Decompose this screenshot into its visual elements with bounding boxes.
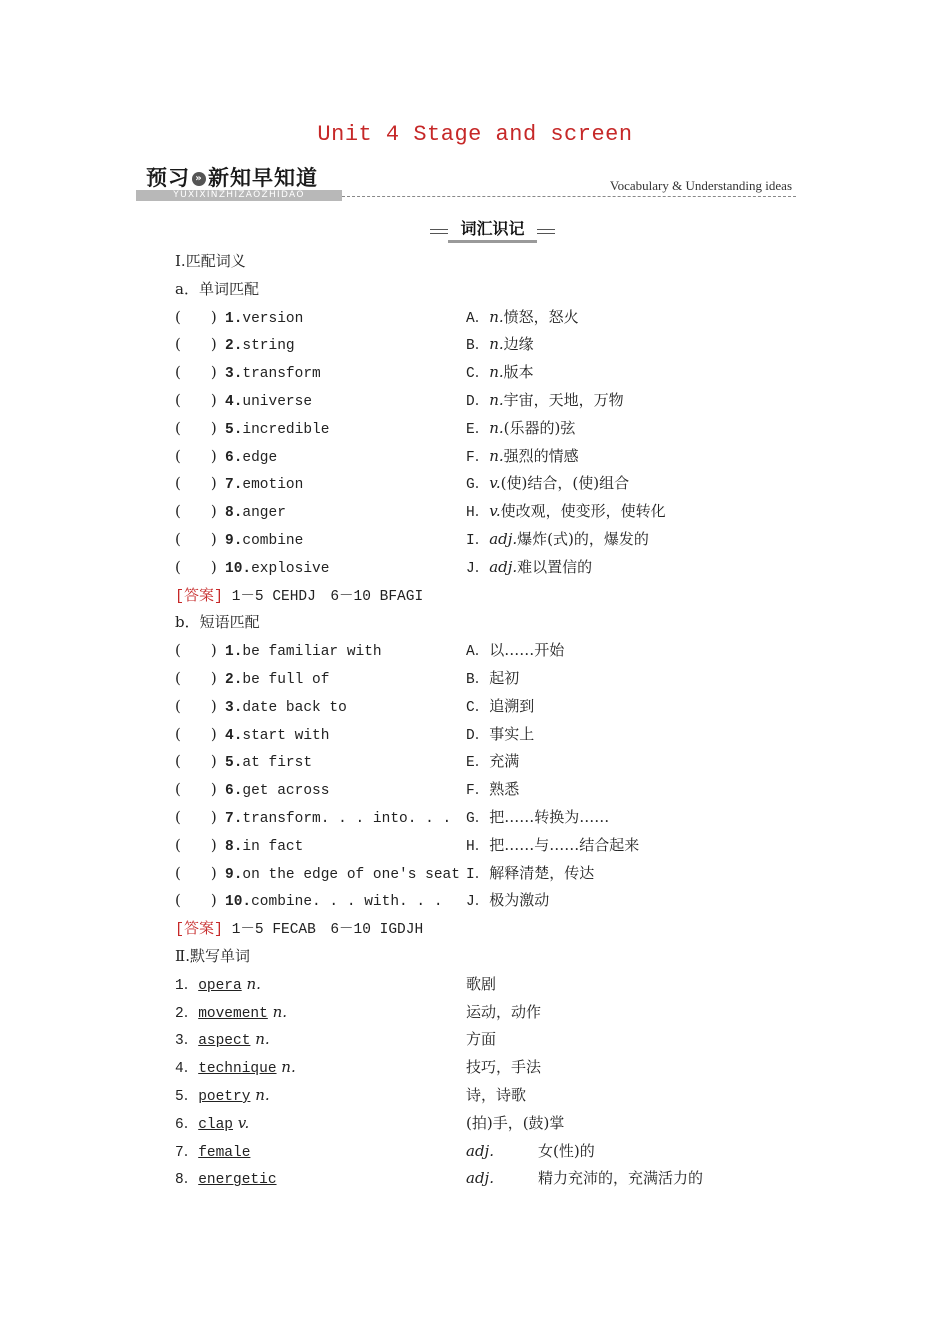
meaning-pos: adj. (466, 1169, 494, 1188)
item-word: incredible (242, 421, 330, 438)
item-number: 6． (175, 1116, 199, 1133)
item-phrase: get across (242, 783, 330, 800)
answer-blank: ( ) (175, 418, 217, 437)
item-number: 3. (225, 699, 243, 716)
option-letter: A． (466, 310, 490, 327)
part1b-answer (175, 916, 423, 940)
answer-blank: ( ) (175, 363, 217, 382)
item-number: 1. (225, 310, 243, 327)
word-match-item (175, 388, 312, 412)
item-word: female (198, 1144, 251, 1161)
option-letter: D． (466, 394, 490, 410)
answer-blank: ( ) (175, 752, 217, 771)
answer-text: 1－5 CEHDJ 6－10 BFAGI (223, 588, 424, 605)
item-number: 3. (225, 366, 243, 383)
spelling-meaning (466, 972, 496, 996)
word-match-option (466, 499, 666, 523)
answer-blank: ( ) (175, 863, 217, 882)
item-phrase: date back to (242, 699, 347, 716)
item-number: 10. (225, 560, 252, 577)
item-word: emotion (242, 477, 304, 494)
item-pos: n. (267, 1002, 288, 1021)
item-number: 10. (225, 894, 252, 911)
option-letter: B． (466, 672, 490, 688)
item-number: 7. (225, 477, 243, 494)
meaning-text: 方面 (466, 1030, 497, 1049)
item-phrase: transform. . . into. . . (242, 811, 452, 827)
answer-blank: ( ) (175, 557, 217, 576)
item-phrase: at first (242, 755, 313, 772)
item-word: aspect (198, 1033, 251, 1050)
meaning-pos: adj. (466, 1141, 494, 1160)
item-number: 4. (225, 727, 243, 744)
word-match-item (175, 499, 286, 523)
item-pos: n. (241, 974, 261, 993)
option-letter: G． (466, 811, 490, 827)
option-letter: H． (466, 838, 490, 855)
phrase-match-option (466, 722, 534, 746)
phrase-match-option (466, 666, 519, 690)
option-meaning: 爆炸(式)的，爆发的 (517, 530, 649, 548)
option-pos: n. (489, 363, 504, 382)
word-match-item (175, 305, 303, 329)
phrase-match-item (175, 888, 443, 912)
item-phrase: be familiar with (242, 644, 382, 661)
option-letter: J． (466, 894, 490, 911)
phrase-match-item (175, 638, 382, 662)
spelling-item (175, 1055, 296, 1079)
option-pos: n. (489, 307, 504, 326)
meaning-text: 运动，动作 (466, 1002, 542, 1021)
phrase-match-item (175, 749, 312, 773)
answer-blank: ( ) (175, 530, 217, 548)
word-match-option (466, 360, 534, 384)
item-word: explosive (251, 560, 330, 577)
banner-title-a: 预习 (146, 166, 190, 190)
item-number: 6. (225, 449, 243, 466)
option-letter: A． (466, 644, 490, 661)
item-word: poetry (198, 1089, 251, 1105)
answer-blank: ( ) (175, 780, 217, 799)
word-match-item (175, 360, 321, 384)
answer-blank: ( ) (175, 835, 217, 854)
phrase-match-item (175, 722, 329, 746)
spelling-item (175, 1000, 287, 1024)
spelling-item (175, 1166, 277, 1190)
item-word: technique (198, 1061, 277, 1078)
option-pos: adj. (489, 530, 518, 548)
option-pos: adj. (489, 557, 518, 576)
option-letter: B． (466, 338, 490, 355)
item-number: 4． (175, 1061, 199, 1078)
item-word: version (242, 310, 304, 327)
answer-blank: ( ) (175, 641, 217, 660)
option-meaning: 边缘 (503, 335, 534, 354)
meaning-text: 精力充沛的，充满活力的 (538, 1169, 704, 1188)
answer-blank: ( ) (175, 446, 217, 465)
option-meaning: 追溯到 (489, 696, 535, 715)
meaning-text: 歌剧 (466, 974, 497, 993)
banner-title (146, 162, 318, 192)
option-letter: J． (466, 560, 490, 577)
section-banner (136, 160, 796, 204)
answer-text: 1－5 FECAB 6－10 IGDJH (223, 922, 424, 939)
phrase-match-option (466, 749, 519, 773)
spelling-meaning (466, 1111, 564, 1135)
phrase-match-item (175, 805, 451, 829)
word-match-option (466, 555, 592, 579)
item-phrase: be full of (242, 672, 330, 688)
item-number: 9. (225, 533, 243, 549)
item-word: energetic (198, 1172, 277, 1189)
part1a-answer (175, 583, 423, 607)
item-word: opera (198, 977, 242, 994)
phrase-match-item (175, 777, 329, 801)
option-meaning: 事实上 (489, 724, 535, 743)
answer-blank: ( ) (175, 724, 217, 743)
answer-blank: ( ) (175, 808, 217, 826)
option-letter: C． (466, 366, 490, 383)
item-number: 7. (225, 811, 243, 827)
item-pos: n. (250, 1030, 270, 1049)
option-meaning: 愤怒，怒火 (503, 307, 579, 326)
item-number: 5． (175, 1089, 199, 1105)
item-pos: n. (276, 1058, 296, 1077)
option-meaning: 充满 (489, 752, 520, 771)
word-match-option (466, 527, 649, 551)
item-number: 7． (175, 1144, 199, 1161)
answer-blank: ( ) (175, 335, 217, 354)
spelling-meaning (466, 1139, 595, 1163)
option-pos: v. (489, 502, 501, 521)
part1a-heading: a．单词匹配 (175, 279, 259, 298)
word-match-option (466, 444, 579, 468)
option-pos: n. (489, 335, 504, 354)
option-meaning: 版本 (503, 363, 534, 382)
item-number: 6. (225, 783, 243, 800)
phrase-match-option (466, 888, 549, 912)
phrase-match-option (466, 833, 639, 857)
spelling-meaning (466, 1000, 541, 1024)
item-number: 2． (175, 1005, 199, 1022)
banner-title-b: 新知早知道 (208, 166, 318, 190)
option-meaning: 强烈的情感 (503, 446, 579, 465)
option-meaning: 熟悉 (489, 780, 520, 799)
part2-heading: Ⅱ.默写单词 (175, 947, 250, 965)
spelling-item (175, 1139, 250, 1163)
phrase-match-item (175, 694, 347, 718)
phrase-match-option (466, 861, 594, 885)
item-word: anger (242, 505, 286, 522)
option-meaning: 使改观，使变形，使转化 (500, 502, 666, 521)
answer-label: [答案] (175, 587, 224, 605)
answer-blank: ( ) (175, 391, 217, 409)
item-phrase: in fact (242, 838, 304, 855)
item-word: string (242, 338, 295, 355)
option-pos: n. (489, 391, 504, 409)
option-letter: C． (466, 699, 490, 716)
phrase-match-item (175, 861, 460, 885)
option-meaning: (乐器的)弦 (503, 418, 576, 437)
item-word: combine (242, 533, 304, 549)
banner-pinyin-strip: YUXIXINZHIZAOZHIDAO (136, 190, 342, 201)
word-match-item (175, 444, 277, 468)
item-number: 2. (225, 672, 243, 688)
word-match-item (175, 555, 329, 579)
spelling-item (175, 1111, 249, 1135)
option-meaning: 把……与……结合起来 (489, 835, 640, 854)
spelling-meaning (466, 1166, 703, 1190)
item-word: movement (198, 1005, 268, 1022)
option-pos: v. (489, 474, 501, 493)
word-match-option (466, 471, 629, 495)
banner-divider (342, 196, 796, 197)
answer-blank: ( ) (175, 669, 217, 687)
phrase-match-option (466, 805, 609, 829)
item-number: 5. (225, 755, 243, 772)
word-match-item (175, 332, 295, 356)
item-phrase: start with (242, 727, 330, 744)
word-match-item (175, 471, 303, 495)
phrase-match-item (175, 666, 329, 690)
spelling-item (175, 972, 261, 996)
item-word: edge (242, 449, 278, 466)
phrase-match-option (466, 694, 534, 718)
option-pos: n. (489, 446, 504, 465)
item-number: 8. (225, 838, 243, 855)
option-letter: G． (466, 477, 490, 494)
meaning-text: 女(性)的 (538, 1141, 595, 1160)
word-match-option (466, 305, 579, 329)
meaning-text: 技巧，手法 (466, 1058, 542, 1077)
option-letter: I． (466, 533, 490, 549)
word-match-option (466, 388, 624, 412)
spelling-item (175, 1027, 270, 1051)
phrase-match-item (175, 833, 303, 857)
option-letter: I． (466, 866, 490, 883)
answer-blank: ( ) (175, 307, 217, 326)
item-number: 8. (225, 505, 243, 522)
option-letter: F． (466, 449, 490, 466)
item-number: 1. (225, 644, 243, 661)
option-letter: E． (466, 421, 490, 438)
option-meaning: 把……转换为…… (489, 808, 610, 826)
item-word: universe (242, 394, 313, 410)
option-meaning: 宇宙，天地，万物 (503, 391, 624, 409)
item-number: 2. (225, 338, 243, 355)
part1b-heading: b．短语匹配 (175, 613, 260, 632)
meaning-text: (拍)手，(鼓)掌 (466, 1113, 565, 1132)
option-meaning: 解释清楚，传达 (489, 863, 595, 882)
item-word: clap (198, 1116, 234, 1133)
page-title: Unit 4 Stage and screen (317, 122, 633, 147)
answer-label: [答案] (175, 921, 224, 939)
item-phrase: combine. . . with. . . (251, 894, 443, 911)
item-number: 8． (175, 1172, 199, 1189)
answer-blank: ( ) (175, 696, 217, 715)
phrase-match-option (466, 777, 519, 801)
word-match-item (175, 416, 329, 440)
option-meaning: (使)结合，(使)组合 (500, 474, 630, 493)
arrow-icon: » (192, 172, 206, 186)
item-pos: v. (233, 1113, 250, 1132)
item-number: 1． (175, 977, 199, 994)
spelling-meaning (466, 1083, 526, 1107)
item-number: 3． (175, 1033, 199, 1050)
word-match-option (466, 416, 575, 440)
spelling-meaning (466, 1027, 496, 1051)
option-meaning: 起初 (489, 669, 520, 687)
option-letter: H． (466, 505, 490, 522)
item-pos: n. (250, 1086, 270, 1104)
phrase-match-option (466, 638, 564, 662)
section-tag (430, 218, 555, 242)
banner-subtitle: Vocabulary & Understanding ideas (609, 178, 792, 193)
option-letter: F． (466, 783, 490, 800)
option-letter: E． (466, 755, 490, 772)
answer-blank: ( ) (175, 502, 217, 521)
meaning-text: 诗，诗歌 (466, 1086, 527, 1104)
item-phrase: on the edge of one's seat (242, 866, 460, 883)
item-number: 9. (225, 866, 243, 883)
item-number: 4. (225, 394, 243, 410)
option-letter: D． (466, 727, 490, 744)
option-meaning: 极为激动 (489, 891, 550, 910)
section-tag-label: 词汇识记 (448, 218, 537, 243)
word-match-item (175, 527, 303, 551)
spelling-item (175, 1083, 270, 1107)
item-number: 5. (225, 421, 243, 438)
part1-heading: Ⅰ.匹配词义 (175, 252, 246, 270)
option-meaning: 难以置信的 (517, 557, 593, 576)
answer-blank: ( ) (175, 891, 217, 910)
item-word: transform (242, 366, 321, 383)
spelling-meaning (466, 1055, 541, 1079)
option-meaning: 以……开始 (489, 641, 565, 660)
option-pos: n. (489, 418, 504, 437)
word-match-option (466, 332, 534, 356)
answer-blank: ( ) (175, 474, 217, 493)
